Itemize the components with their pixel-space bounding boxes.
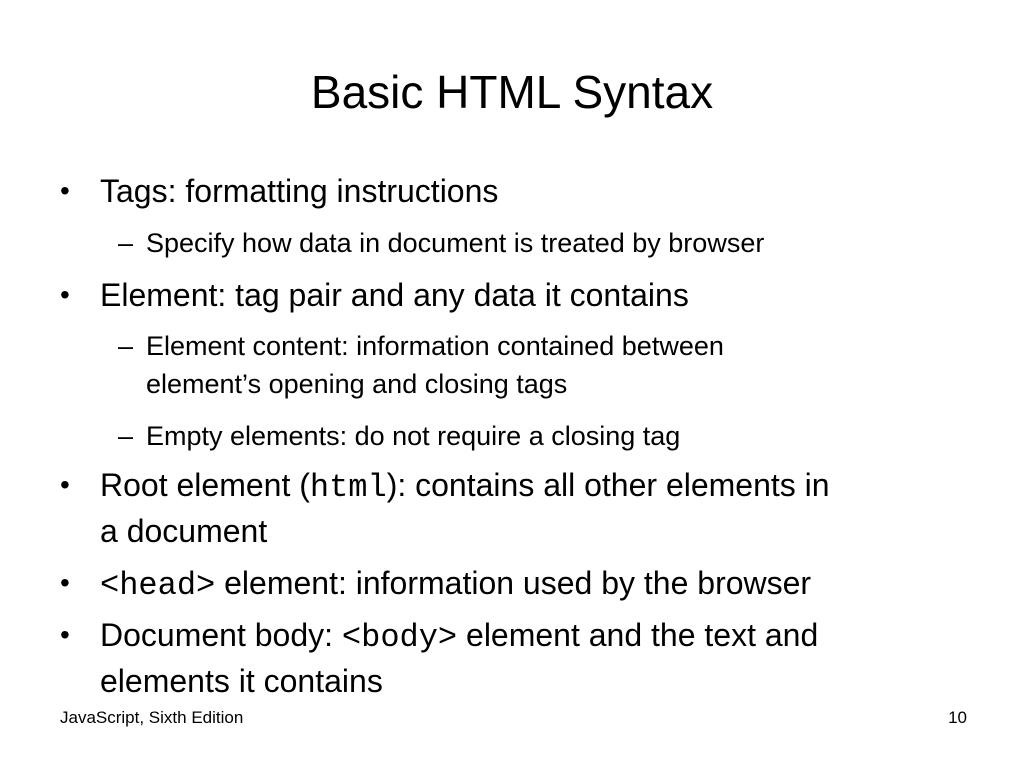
bullet-5-continued — [100, 658, 383, 704]
bullet-1 — [60, 168, 499, 214]
bullet-2-sub-1 — [118, 327, 724, 365]
bullet-2 — [60, 272, 689, 318]
dash-marker: – — [118, 228, 134, 258]
bullet-3-line2: a document — [100, 513, 268, 549]
slide-title: Basic HTML Syntax — [310, 66, 714, 118]
footer-book-title: JavaScript, Sixth Edition — [60, 708, 244, 727]
bullet-marker: • — [60, 567, 70, 598]
dash-marker: – — [118, 421, 134, 451]
bullet-5-line2: elements it contains — [100, 663, 383, 699]
bullet-5-prefix: Document body: — [100, 617, 342, 653]
bullet-3-code: html — [309, 469, 387, 506]
bullet-2-sub-1-line2: element’s opening and closing tags — [146, 369, 568, 399]
bullet-3-continued — [100, 508, 267, 554]
bullet-4-code: <head> — [100, 567, 216, 604]
bullet-3 — [60, 462, 830, 511]
bullet-1-sub-1 — [118, 224, 765, 262]
bullet-5-suffix: element and the text and — [457, 617, 819, 653]
bullet-marker: • — [60, 279, 70, 310]
bullet-4 — [60, 560, 812, 609]
bullet-4-suffix: element: information used by the browser — [215, 565, 812, 601]
bullet-3-prefix: Root element ( — [100, 467, 310, 503]
bullet-2-sub-1-line1: Element content: information contained between — [146, 331, 724, 361]
bullet-marker: • — [60, 175, 70, 206]
bullet-2-sub-2-text: Empty elements: do not require a closing tag — [146, 421, 681, 451]
bullet-marker: • — [60, 469, 70, 500]
bullet-2-sub-1-continued — [146, 365, 567, 403]
bullet-5-code: <body> — [341, 619, 458, 656]
footer-page-number: 10 — [948, 708, 967, 727]
bullet-2-sub-2 — [118, 417, 681, 455]
bullet-1-text: Tags: formatting instructions — [100, 173, 499, 209]
bullet-2-text: Element: tag pair and any data it contains — [100, 277, 689, 313]
dash-marker: – — [118, 331, 134, 361]
bullet-3-suffix: ): contains all other elements in — [386, 467, 830, 503]
bullet-5 — [60, 612, 819, 661]
bullet-marker: • — [60, 619, 70, 650]
bullet-1-sub-1-text: Specify how data in document is treated by browser — [146, 228, 765, 258]
